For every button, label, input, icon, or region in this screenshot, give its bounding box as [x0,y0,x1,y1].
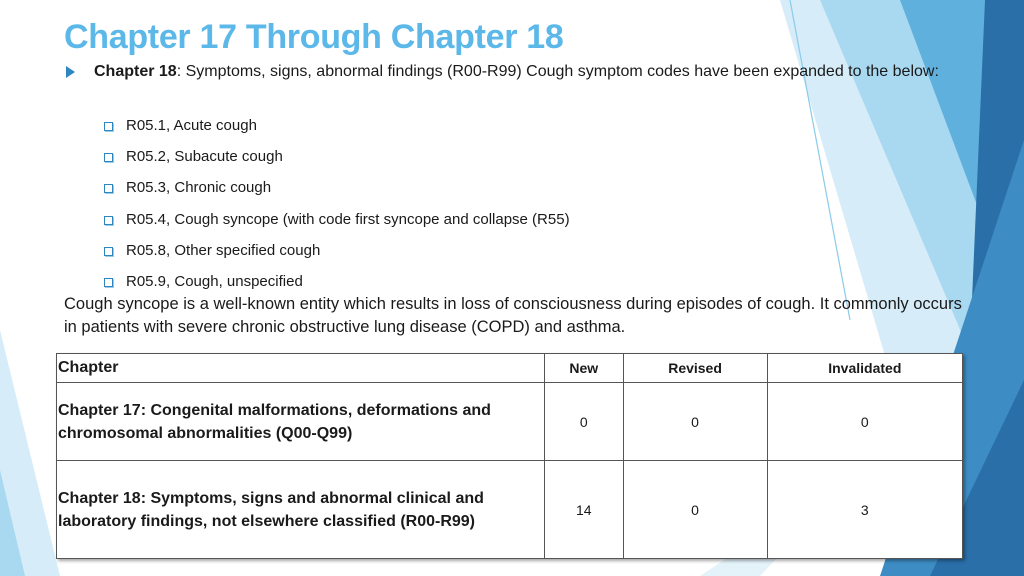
table-header-row [57,354,963,383]
code-text: R05.1, Acute cough [126,117,257,134]
row-invalidated: 0 [767,383,962,461]
header-new: New [545,354,624,383]
arrow-bullet-icon [66,66,75,78]
chapter-changes-table [56,353,963,559]
lead-rest-text: : Symptoms, signs, abnormal findings (R00-R99) Cough symptom codes have been expanded to the below: [176,63,939,80]
lead-bold-label: Chapter 18 [94,63,177,80]
row-new: 14 [545,461,624,559]
code-text: R05.4, Cough syncope (with code first syncope and collapse (R55) [126,210,570,228]
lead-bullet [66,60,966,83]
list-item [104,147,570,178]
row-revised: 0 [623,383,767,461]
square-bullet-icon [104,153,113,162]
row-chapter: Chapter 17: Congenital malformations, deformations and chromosomal abnormalities (Q00-Q99) [57,383,545,461]
square-bullet-icon [104,247,113,256]
table-row [57,461,963,559]
square-bullet-icon [104,216,113,225]
slide-title: Chapter 17 Through Chapter 18 [64,18,564,56]
table-row [57,383,963,461]
list-item [104,210,570,241]
cough-code-list [104,116,570,303]
square-bullet-icon [104,278,113,287]
square-bullet-icon [104,184,113,193]
cough-syncope-paragraph: Cough syncope is a well-known entity which results in loss of consciousness during episodes of cough. It commonly occurs in patients with severe chronic obstructive lung disease (COPD) and asthma. [64,295,962,336]
square-bullet-icon [104,122,113,131]
list-item [104,241,570,272]
header-invalidated: Invalidated [767,354,962,383]
list-item [104,178,570,209]
code-text: R05.2, Subacute cough [126,148,283,166]
row-invalidated: 3 [767,461,962,559]
lead-text [94,60,966,83]
code-text: R05.3, Chronic cough [126,179,272,197]
row-new: 0 [545,383,624,461]
row-revised: 0 [623,461,767,559]
code-text: R05.8, Other specified cough [126,241,321,259]
header-revised: Revised [623,354,767,383]
code-text: R05.9, Cough, unspecified [126,272,303,290]
row-chapter: Chapter 18: Symptoms, signs and abnormal clinical and laboratory findings, not elsewhere classified (R00-R99) [57,461,545,559]
list-item [104,116,570,147]
header-chapter: Chapter [57,354,545,383]
